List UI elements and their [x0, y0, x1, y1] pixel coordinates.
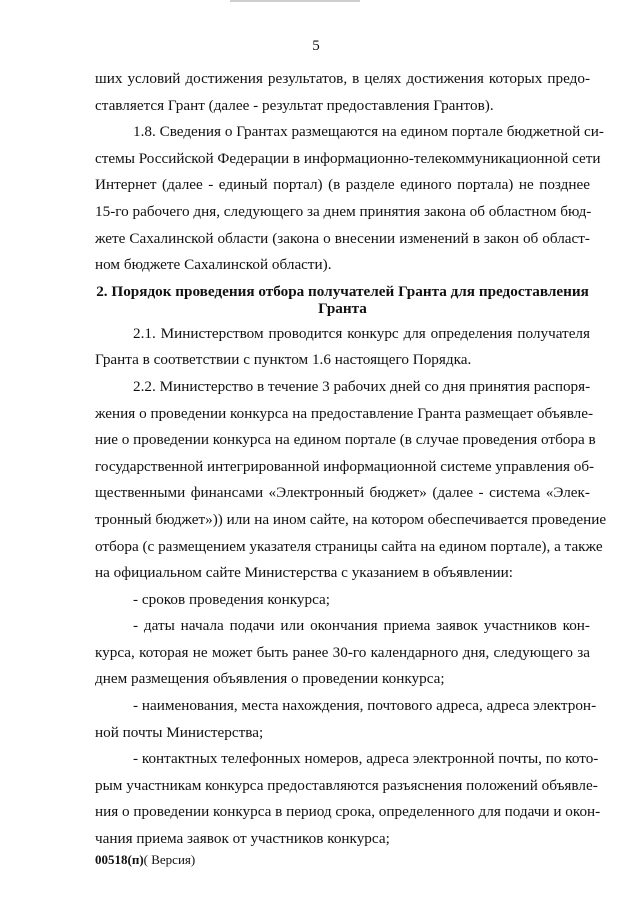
- document-body: [95, 66, 607, 853]
- text-line: Интернет (далее - единый портал) (в разделе единого портала) не позднее: [95, 176, 590, 194]
- text-line: 1.8. Сведения о Грантах размещаются на едином портале бюджетной си-: [133, 123, 604, 141]
- text-line: ших условий достижения результатов, в целях достижения которых предо-: [95, 70, 590, 87]
- text-line: государственной интегрированной информационной системе управления об-: [95, 457, 595, 475]
- text-line: рым участникам конкурса предоставляются разъяснения положений объявле-: [95, 776, 598, 794]
- text-line: чания приема заявок от участников конкурса;: [95, 830, 390, 848]
- page-number: 5: [312, 38, 320, 54]
- text-line: ной почты Министерства;: [95, 723, 264, 741]
- section-2-text: [95, 321, 607, 853]
- text-line: ния о проведении конкурса в период срока, определенного для подачи и окон-: [95, 803, 601, 821]
- text-line: жения о проведении конкурса на предоставление Гранта размещает объявле-: [95, 404, 594, 422]
- text-line: курса, которая не может быть ранее 30-го календарного дня, следующего за: [95, 643, 590, 661]
- text-line: ном бюджете Сахалинской области).: [95, 256, 332, 274]
- text-line: - даты начала подачи или окончания приема заявок участников кон-: [133, 617, 590, 635]
- text-line: тронный бюджет»)) или на ином сайте, на котором обеспечивается проведение: [95, 510, 607, 528]
- text-line: - наименования, места нахождения, почтового адреса, адреса электрон-: [133, 697, 597, 715]
- text-line: днем размещения объявления о проведении конкурса;: [95, 670, 445, 688]
- text-line: 2.2. Министерство в течение 3 рабочих дней со дня принятия распоря-: [133, 377, 591, 395]
- text-line: 15-го рабочего дня, следующего за днем принятия закона об областном бюд-: [95, 202, 592, 220]
- heading-line-2: Гранта: [318, 299, 367, 317]
- text-line: 2.1. Министерством проводится конкурс для определения получателя: [133, 324, 590, 342]
- document-footer: [95, 852, 195, 868]
- text-line: - сроков проведения конкурса;: [133, 590, 330, 608]
- text-line: жете Сахалинской области (закона о внесении изменений в закон об област-: [95, 229, 590, 247]
- text-line: Гранта в соответствии с пунктом 1.6 настоящего Порядка.: [95, 351, 472, 369]
- text-line: отбора (с размещением указателя страницы сайта на едином портале), а также: [95, 537, 603, 555]
- document-version: ( Версия): [143, 852, 196, 867]
- text-line: на официальном сайте Министерства с указанием в объявлении:: [95, 564, 513, 582]
- text-line: стемы Российской Федерации в информационно-телекоммуникационной сети: [95, 149, 601, 167]
- text-line: щественными финансами «Электронный бюджет» (далее - система «Элек-: [95, 484, 590, 502]
- text-line: ние о проведении конкурса на едином портале (в случае проведения отбора в: [95, 431, 596, 449]
- section-2-heading: [95, 283, 590, 317]
- text-line: - контактных телефонных номеров, адреса электронной почты, по кото-: [133, 750, 599, 768]
- scan-artifact: [230, 0, 360, 2]
- heading-line-1: 2. Порядок проведения отбора получателей Гранта для предоставления: [96, 282, 589, 300]
- text-line: ставляется Грант (далее - результат предоставления Грантов).: [95, 96, 494, 114]
- section-1-text: [95, 66, 604, 279]
- document-code: 00518(п): [95, 852, 144, 867]
